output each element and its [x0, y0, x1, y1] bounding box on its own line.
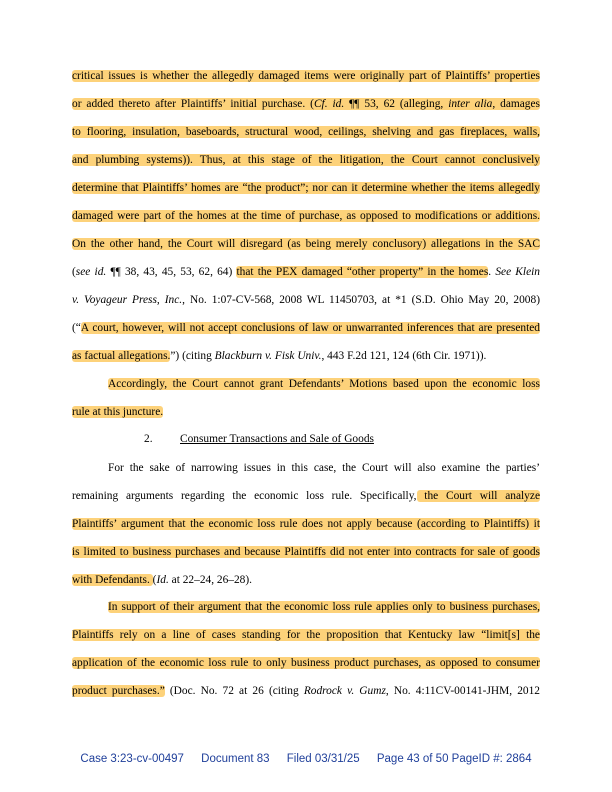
highlighted-text: the Court will analyze [416, 490, 540, 502]
body-line [108, 460, 540, 477]
body-line [72, 96, 540, 113]
highlighted-text: that the PEX damaged “other property” in the homes [236, 266, 489, 278]
text-run: For the sake of narrowing issues in this case, the Court will also examine the parties’ [108, 462, 540, 474]
body-line [72, 348, 540, 365]
highlighted-text: Accordingly, the Court cannot grant Defendants’ Motions based upon the economic loss [108, 378, 540, 390]
text-run: , No. 4:11CV-00141-JHM, 2012 [385, 685, 540, 697]
citation: See Klein [495, 266, 540, 278]
highlighted-text: is limited to business purchases and because Plaintiffs did not enter into contracts for sale of goods [72, 546, 540, 558]
document-number: Document 83 [201, 753, 270, 765]
text-run: (Doc. No. 72 at 26 (citing [164, 685, 304, 697]
citation: Id. [156, 574, 169, 586]
highlighted-text: and plumbing systems)). Thus, at this stage of the litigation, the Court cannot conclusively [72, 154, 540, 166]
body-line [72, 544, 540, 561]
text-run: remaining arguments regarding the economic loss rule. Specifically, [72, 490, 417, 502]
highlighted-text: to flooring, insulation, baseboards, structural wood, ceilings, shelving and gas fireplaces, walls, [72, 126, 540, 138]
heading-number: 2. [144, 433, 153, 445]
body-line [72, 208, 540, 225]
text-run: or added thereto after Plaintiffs’ initial purchase. ( [72, 98, 314, 110]
body-line [72, 236, 540, 253]
body-line [72, 152, 540, 169]
body-line [72, 655, 540, 672]
text-run: ¶¶ 38, 43, 45, 53, 62, 64) [106, 266, 237, 278]
body-line [72, 572, 540, 589]
text-run: at 22–24, 26–28). [168, 574, 253, 586]
body-line [72, 320, 540, 337]
heading-title: Consumer Transactions and Sale of Goods [180, 433, 374, 445]
highlighted-text: damaged were part of the homes at the time of purchase, as opposed to modifications or additions. [72, 210, 540, 222]
case-name: Rodrock v. Gumz [303, 685, 386, 697]
citation: Cf. id. [313, 98, 345, 110]
body-line [72, 404, 540, 421]
text-run: ¶¶ 53, 62 (alleging, [344, 98, 449, 110]
text-run: (“ [72, 322, 81, 334]
highlighted-text: On the other hand, the Court will disregard (as being merely conclusory) allegations in the SAC [72, 238, 540, 250]
body-line [108, 599, 540, 616]
highlighted-text [72, 98, 540, 110]
body-line [72, 292, 540, 309]
filed-date: Filed 03/31/25 [286, 753, 360, 765]
highlighted-text: with Defendants. [72, 574, 153, 586]
text-run: , 443 F.2d 121, 124 (6th Cir. 1971)). [321, 350, 487, 362]
citation: see id. [75, 266, 107, 278]
highlighted-text: determine that Plaintiffs’ homes are “the product”; nor can it determine whether the items allegedly [72, 182, 540, 194]
highlighted-text: product purchases.” [72, 685, 165, 697]
highlighted-text: rule at this juncture. [72, 406, 164, 418]
body-line [72, 68, 540, 85]
highlighted-text: as factual allegations. [72, 350, 171, 362]
body-line [72, 516, 540, 533]
case-number: Case 3:23-cv-00497 [80, 753, 184, 765]
text-run: , No. 1:07-CV-568, 2008 WL 11450703, at *1 (S.D. Ohio May 20, 2008) [182, 294, 540, 306]
text-run: . [488, 266, 496, 278]
highlighted-text: application of the economic loss rule to only business product purchases, as opposed to consumer [72, 657, 540, 669]
body-line [72, 627, 540, 644]
body-line [72, 683, 540, 700]
text-run: ”) (citing [170, 350, 215, 362]
body-line [108, 376, 540, 393]
case-name: Blackburn v. Fisk Univ. [214, 350, 322, 362]
section-heading [72, 431, 540, 448]
body-line [72, 180, 540, 197]
body-line [72, 264, 540, 281]
body-line [72, 124, 540, 141]
body-line [72, 488, 540, 505]
text-run: ( [72, 266, 76, 278]
document-footer [0, 753, 612, 765]
highlighted-text: Plaintiffs’ argument that the economic loss rule does not apply because (according to Plaintiffs) it [72, 518, 540, 530]
highlighted-text: In support of their argument that the economic loss rule applies only to business purchases, [108, 601, 540, 613]
highlighted-text: Plaintiffs rely on a line of cases standing for the proposition that Kentucky law “limit[s] the [72, 629, 540, 641]
case-name: v. Voyageur Press, Inc. [72, 294, 183, 306]
text-run: ( [152, 574, 157, 586]
highlighted-text: A court, however, will not accept conclusions of law or unwarranted inferences that are presented [80, 322, 540, 334]
text-run: , damages [492, 98, 540, 110]
page-info: Page 43 of 50 PageID #: 2864 [376, 753, 532, 765]
highlighted-text: critical issues is whether the allegedly damaged items were originally part of Plaintiffs’ properties [72, 70, 540, 82]
latin-phrase: inter alia [448, 98, 493, 110]
